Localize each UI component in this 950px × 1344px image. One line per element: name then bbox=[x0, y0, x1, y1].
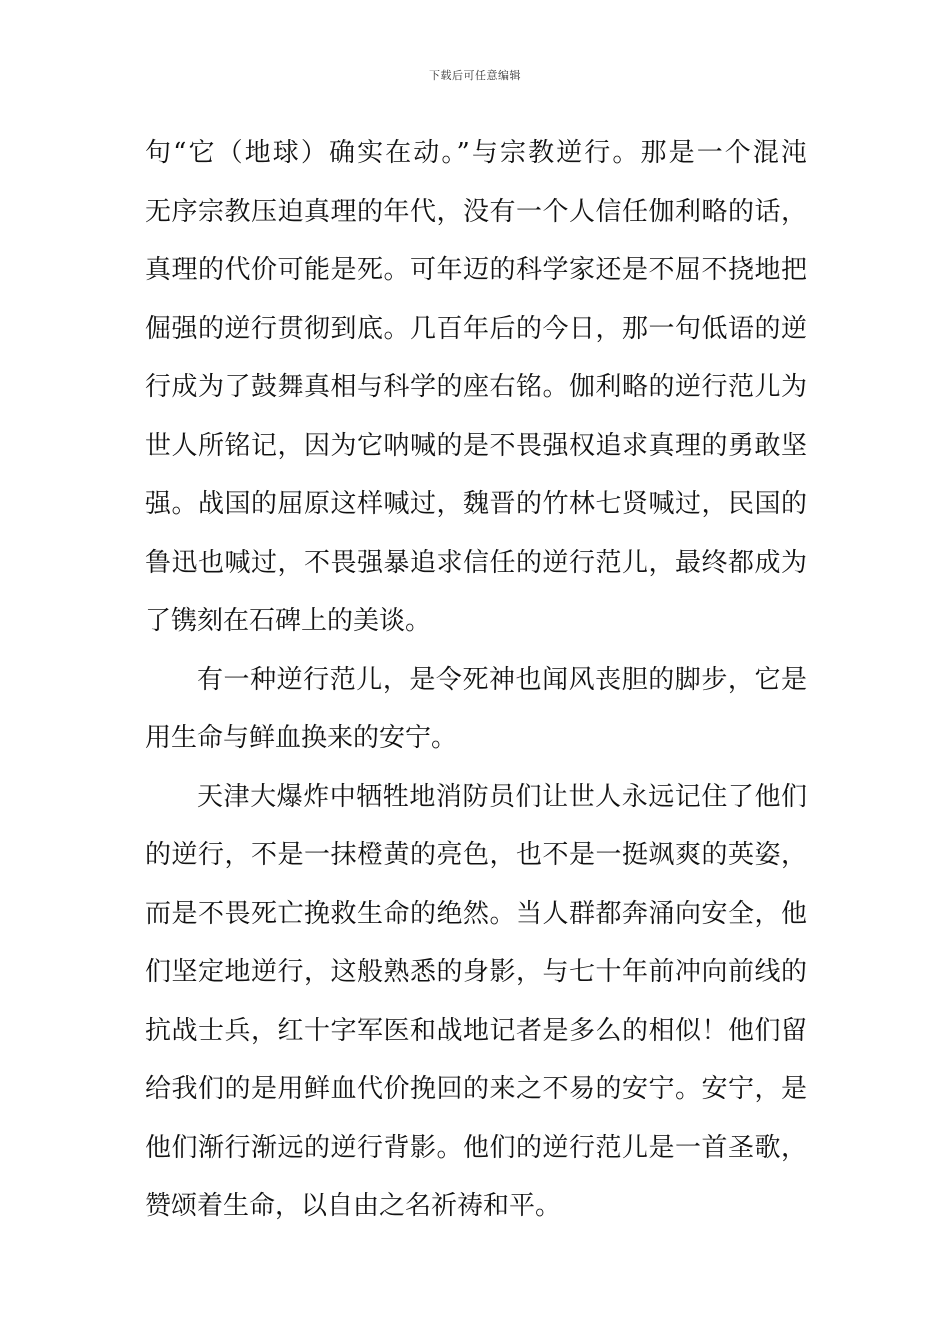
text-line: 天津大爆炸中牺牲地消防员们让世人永远记住了他们 bbox=[197, 781, 807, 812]
body-text bbox=[145, 124, 807, 1236]
text-line: 世人所铭记，因为它呐喊的是不畏强权追求真理的勇敢坚 bbox=[145, 430, 807, 461]
paragraph bbox=[145, 124, 807, 651]
paragraph bbox=[145, 651, 807, 768]
paragraph bbox=[145, 768, 807, 1236]
page-header: 下载后可任意编辑 bbox=[429, 69, 521, 82]
text-line: 他们渐行渐远的逆行背影。他们的逆行范儿是一首圣歌， bbox=[145, 1132, 807, 1163]
text-line: 给我们的是用鲜血代价挽回的来之不易的安宁。安宁，是 bbox=[145, 1074, 807, 1104]
text-line: 强。战国的屈原这样喊过，魏晋的竹林七贤喊过，民国的 bbox=[145, 489, 807, 519]
text-line: 有一种逆行范儿，是令死神也闻风丧胆的脚步，它是 bbox=[197, 664, 807, 695]
text-line: 抗战士兵，红十字军医和战地记者是多么的相似！他们留 bbox=[145, 1015, 807, 1046]
text-line: 而是不畏死亡挽救生命的绝然。当人群都奔涌向安全，他 bbox=[145, 898, 807, 929]
text-line: 真理的代价可能是死。可年迈的科学家还是不屈不挠地把 bbox=[145, 255, 807, 285]
text-line: 了镌刻在石碑上的美谈。 bbox=[145, 606, 432, 636]
text-line: 赞颂着生命，以自由之名祈祷和平。 bbox=[145, 1191, 562, 1221]
text-line: 倔强的逆行贯彻到底。几百年后的今日，那一句低语的逆 bbox=[145, 313, 807, 344]
text-line: 句“它（地球）确实在动。”与宗教逆行。那是一个混沌 bbox=[145, 138, 807, 168]
text-line: 的逆行，不是一抹橙黄的亮色，也不是一挺飒爽的英姿， bbox=[145, 840, 807, 870]
text-line: 行成为了鼓舞真相与科学的座右铭。伽利略的逆行范儿为 bbox=[145, 372, 807, 402]
text-line: 们坚定地逆行，这般熟悉的身影，与七十年前冲向前线的 bbox=[145, 957, 807, 987]
text-line: 无序宗教压迫真理的年代，没有一个人信任伽利略的话， bbox=[145, 196, 807, 227]
text-line: 鲁迅也喊过，不畏强暴追求信任的逆行范儿，最终都成为 bbox=[145, 547, 807, 578]
text-line: 用生命与鲜血换来的安宁。 bbox=[145, 723, 458, 753]
